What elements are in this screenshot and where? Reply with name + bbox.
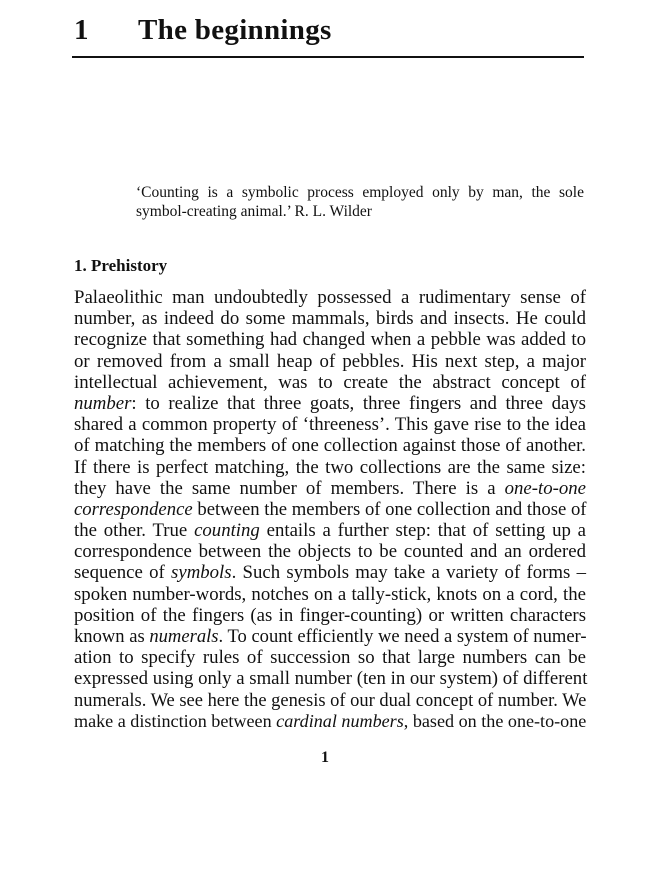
- body-line: Palaeolithic man undoubtedly possessed a rudimentary sense of: [74, 287, 586, 308]
- body-line: correspondence between the members of one collection and those of: [74, 498, 587, 520]
- page-number: 1: [321, 749, 329, 766]
- body-line: expressed using only a small number (ten in our system) of different: [74, 668, 588, 690]
- body-line: sequence of symbols. Such symbols may take a variety of forms –: [74, 562, 586, 584]
- emphasis-text: counting: [194, 520, 260, 542]
- body-line: recognize that something had changed when a pebble was added to: [74, 329, 586, 351]
- body-line: they have the same number of members. There is a one-to-one: [74, 477, 586, 499]
- body-paragraph: [74, 287, 586, 732]
- body-line: shared a common property of ‘threeness’. This gave rise to the idea: [74, 414, 586, 436]
- body-line: correspondence between the objects to be counted and an ordered: [74, 541, 586, 563]
- body-line: known as numerals. To count efficiently we need a system of numer-: [74, 626, 587, 647]
- body-line: spoken number-words, notches on a tally-stick, knots on a cord, the: [74, 583, 586, 605]
- body-line: make a distinction between cardinal numbers, based on the one-to-one: [74, 710, 587, 731]
- body-line: the other. True counting entails a further step: that of setting up a: [74, 520, 587, 542]
- body-line: numerals. We see here the genesis of our dual concept of number. We: [74, 689, 587, 710]
- body-line: or removed from a small heap of pebbles. His next step, a major: [74, 350, 586, 372]
- body-line: number: to realize that three goats, three fingers and three days: [74, 392, 586, 414]
- body-line: intellectual achievement, was to create the abstract concept of: [74, 371, 586, 393]
- body-line: of matching the members of one collection against those of another.: [74, 435, 586, 457]
- emphasis-text: number: [74, 392, 132, 414]
- body-line: position of the fingers (as in finger-counting) or written characters: [74, 604, 586, 626]
- emphasis-text: numerals: [149, 626, 219, 647]
- emphasis-text: cardinal numbers: [276, 710, 404, 731]
- body-line: number, as indeed do some mammals, birds and insects. He could: [74, 308, 586, 330]
- emphasis-text: correspondence: [74, 498, 193, 520]
- section-heading: 1. Prehistory: [74, 256, 168, 275]
- body-line: If there is perfect matching, the two collections are the same size:: [74, 456, 586, 478]
- chapter-title: The beginnings: [138, 14, 332, 46]
- emphasis-text: symbols: [171, 562, 232, 584]
- emphasis-text: one-to-one: [504, 477, 586, 499]
- body-line: ation to specify rules of succession so that large numbers can be: [74, 647, 586, 669]
- chapter-header: [72, 12, 584, 58]
- chapter-number: 1: [74, 14, 89, 46]
- epigraph-quote: ‘Counting is a symbolic process employed only by man, the sole symbol-creating animal.’ R. L. Wilder: [136, 184, 584, 220]
